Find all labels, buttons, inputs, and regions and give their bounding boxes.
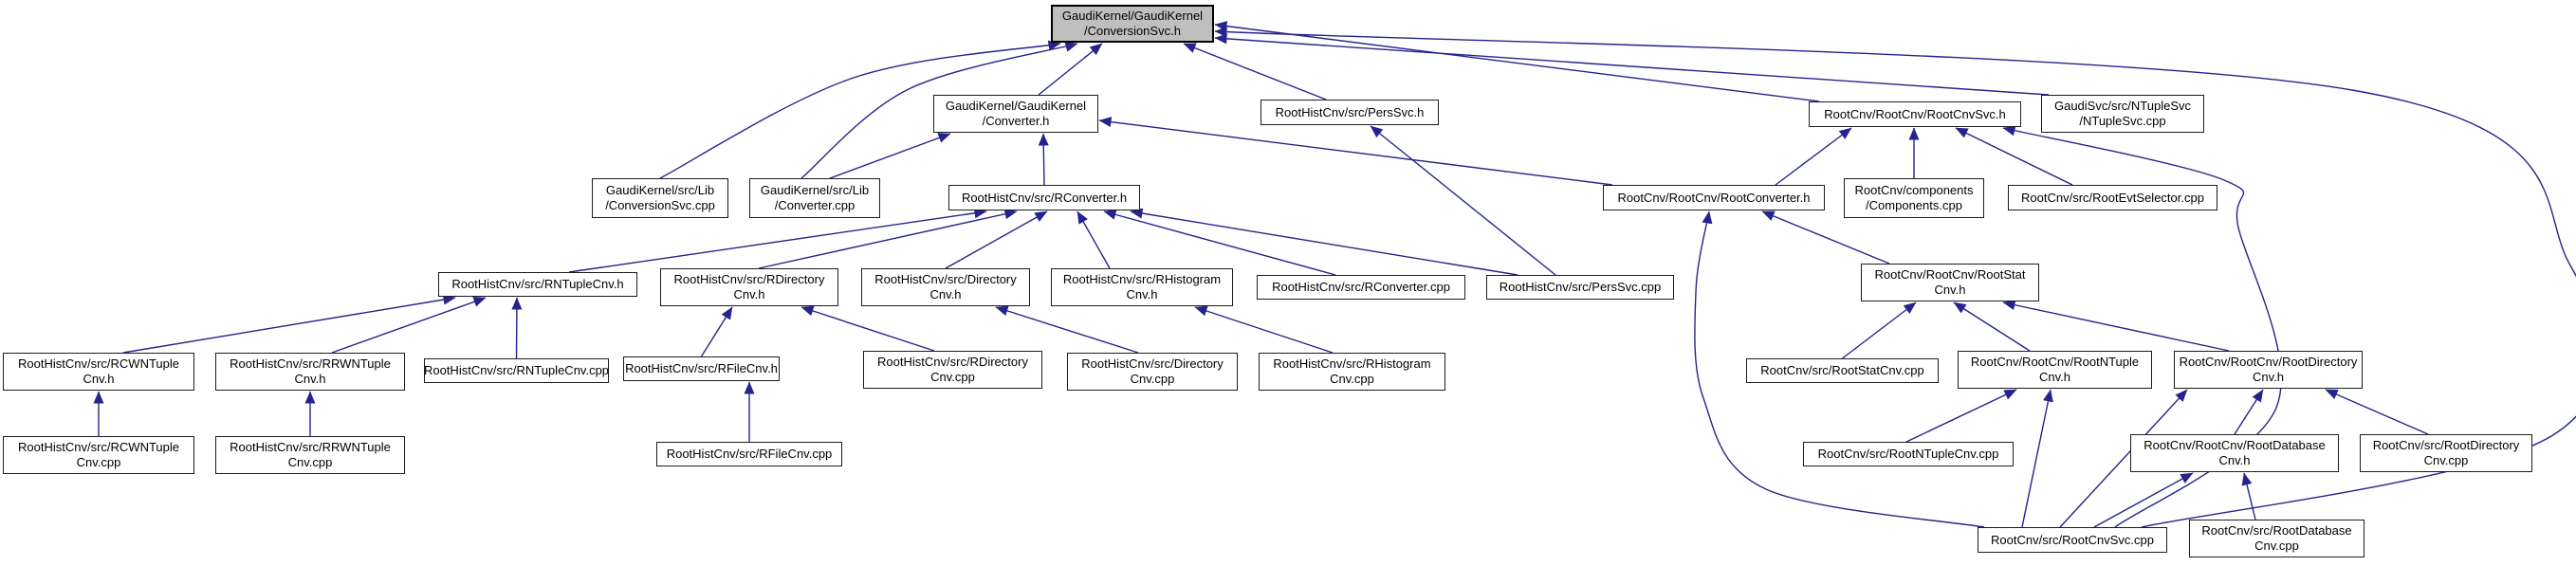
edge-rootevtselector_cpp-to-rootcnvsvc_h bbox=[1956, 128, 2072, 185]
node-rootdirectorycnv_h[interactable] bbox=[2174, 351, 2363, 389]
node-label: Cnv.h bbox=[294, 372, 326, 386]
node-components_cpp[interactable] bbox=[1844, 178, 1984, 218]
edge-rootconverter_h-to-rootcnvsvc_h bbox=[1776, 128, 1851, 185]
node-label: RootCnv/src/RootDirectory bbox=[2372, 438, 2520, 453]
edge-rootntuplecnv_cpp-to-rootntuplecnv_h bbox=[1906, 390, 2016, 442]
node-rootdirectorycnv_cpp[interactable] bbox=[2360, 434, 2532, 472]
node-label: Cnv.h bbox=[929, 287, 962, 301]
node-label: Cnv.h bbox=[1934, 283, 1966, 297]
node-label: /Components.cpp bbox=[1866, 198, 1962, 212]
node-rdirectorycnv_h[interactable] bbox=[660, 268, 838, 306]
node-label: RootCnv/src/RootEvtSelector.cpp bbox=[2021, 190, 2204, 205]
node-label: RootHistCnv/src/RCWNTuple bbox=[18, 440, 179, 455]
node-label: Cnv.h bbox=[83, 372, 115, 386]
node-label: /ConversionSvc.cpp bbox=[605, 198, 715, 212]
edge-rconverter_cpp-to-rconverter_h bbox=[1104, 211, 1335, 275]
node-label: GaudiKernel/GaudiKernel bbox=[945, 99, 1087, 114]
node-label: RootCnv/RootCnv/RootDatabase bbox=[2144, 438, 2326, 453]
edge-rootconverter_h-to-converter_h bbox=[1099, 120, 1612, 185]
edge-rootdatabasecnv_cpp-to-rootdatabasecnv_h bbox=[2244, 473, 2255, 520]
node-converter_h[interactable] bbox=[933, 95, 1098, 133]
node-label: Cnv.cpp bbox=[930, 370, 975, 384]
node-directorycnv_cpp[interactable] bbox=[1067, 353, 1238, 391]
node-label: RootHistCnv/src/RDirectory bbox=[877, 355, 1028, 370]
node-rfilecnv_h[interactable] bbox=[623, 356, 780, 381]
node-perssvc_cpp[interactable] bbox=[1486, 275, 1674, 300]
node-label: RootHistCnv/src/Directory bbox=[1081, 356, 1224, 372]
node-directorycnv_h[interactable] bbox=[861, 268, 1030, 306]
node-label: RootHistCnv/src/PersSvc.cpp bbox=[1499, 280, 1662, 295]
node-label: Cnv.cpp bbox=[2254, 539, 2299, 553]
edge-directorycnv_cpp-to-directorycnv_h bbox=[996, 307, 1138, 353]
node-label: RootCnv/RootCnv/RootCnvSvc.h bbox=[1824, 106, 2006, 121]
edge-rootcnvsvc_h-to-conversionsvc_h bbox=[1215, 25, 1819, 101]
node-label: Cnv.cpp bbox=[287, 455, 333, 469]
node-rootconverter_h[interactable] bbox=[1603, 185, 1825, 210]
edge-perssvc_cpp-to-rconverter_h bbox=[1131, 211, 1518, 275]
node-label: RootHistCnv/src/RFileCnv.h bbox=[625, 361, 778, 376]
node-rootdatabasecnv_h[interactable] bbox=[2130, 434, 2339, 472]
edge-rootdirectorycnv_cpp-to-rootdirectorycnv_h bbox=[2326, 390, 2428, 434]
node-label: RootCnv/src/RootCnvSvc.cpp bbox=[1991, 532, 2154, 547]
edge-rcwntuplecnv_h-to-rntuplecnv_h bbox=[123, 298, 455, 353]
node-label: GaudiSvc/src/NTupleSvc bbox=[2053, 99, 2191, 114]
node-rfilecnv_cpp[interactable] bbox=[656, 442, 842, 466]
node-label: /Converter.cpp bbox=[774, 198, 856, 212]
node-label: Cnv.cpp bbox=[76, 455, 121, 469]
node-label: RootHistCnv/src/RHistogram bbox=[1062, 272, 1222, 287]
node-rrwntuplecnv_cpp[interactable] bbox=[215, 436, 405, 474]
node-label: RootHistCnv/src/Directory bbox=[874, 272, 1017, 287]
node-rntuplecnv_cpp[interactable] bbox=[424, 358, 609, 383]
node-rootcnvsvc_h[interactable] bbox=[1809, 101, 2021, 127]
edge-rhistogramcnv_cpp-to-rhistogramcnv_h bbox=[1195, 307, 1333, 353]
edge-rootntuplecnv_h-to-rootstatcnv_h bbox=[1954, 302, 2030, 351]
node-ntuplesvc_cpp[interactable] bbox=[2041, 95, 2204, 133]
edge-rconverter_h-to-converter_h bbox=[1043, 134, 1044, 185]
node-label: RootHistCnv/src/RFileCnv.cpp bbox=[666, 447, 833, 462]
node-label: /Converter.h bbox=[982, 114, 1050, 128]
node-conversionsvc_h[interactable] bbox=[1051, 5, 1214, 43]
node-label: RootHistCnv/src/RRWNTuple bbox=[230, 440, 391, 455]
node-label: Cnv.cpp bbox=[1130, 372, 1175, 386]
edge-ntuplesvc_cpp-to-conversionsvc_h bbox=[1215, 38, 2049, 95]
edge-rfilecnv_h-to-rdirectorycnv_h bbox=[702, 307, 733, 356]
node-label: RootHistCnv/src/RNTupleCnv.h bbox=[451, 277, 624, 292]
edge-rootdirectorycnv_h-to-rootstatcnv_h bbox=[2003, 302, 2229, 351]
node-converter_cpp[interactable] bbox=[749, 178, 880, 218]
edge-rootstatcnv_h-to-rootconverter_h bbox=[1762, 211, 1889, 264]
edge-rootdatabasecnv_h-to-rootdirectorycnv_h bbox=[2235, 390, 2263, 434]
node-rhistogramcnv_cpp[interactable] bbox=[1259, 353, 1445, 391]
node-label: RootHistCnv/src/RNTupleCnv.cpp bbox=[423, 363, 610, 378]
node-rhistogramcnv_h[interactable] bbox=[1051, 268, 1233, 306]
node-rdirectorycnv_cpp[interactable] bbox=[863, 351, 1042, 389]
node-label: RootHistCnv/src/RRWNTuple bbox=[230, 356, 391, 372]
node-label: RootCnv/RootCnv/RootStat bbox=[1874, 267, 2026, 283]
edge-perssvc_h-to-conversionsvc_h bbox=[1184, 44, 1326, 100]
edge-rdirectorycnv_cpp-to-rdirectorycnv_h bbox=[801, 307, 934, 351]
edge-converter_cpp-to-converter_h bbox=[830, 134, 950, 178]
node-label: Cnv.cpp bbox=[2423, 453, 2469, 467]
node-label: RootHistCnv/src/RDirectory bbox=[673, 272, 825, 287]
node-label: RootCnv/components bbox=[1854, 183, 1974, 198]
node-label: GaudiKernel/src/Lib bbox=[605, 183, 715, 198]
node-label: RootHistCnv/src/RHistogram bbox=[1273, 356, 1431, 372]
node-label: Cnv.h bbox=[2039, 370, 2070, 384]
node-rcwntuplecnv_h[interactable] bbox=[3, 353, 194, 391]
node-conversionsvc_cpp[interactable] bbox=[592, 178, 728, 218]
edge-rootcnvsvc_cpp-to-rootntuplecnv_h bbox=[2022, 390, 2051, 527]
edge-rootstatcnv_cpp-to-rootstatcnv_h bbox=[1843, 302, 1917, 358]
node-label: GaudiKernel/src/Lib bbox=[760, 183, 870, 198]
edge-rntuplecnv_cpp-to-rntuplecnv_h bbox=[517, 298, 518, 358]
node-rootdatabasecnv_cpp[interactable] bbox=[2189, 520, 2364, 557]
edge-rhistogramcnv_h-to-rconverter_h bbox=[1077, 211, 1110, 268]
edge-perssvc_cpp-to-perssvc_h bbox=[1371, 126, 1555, 275]
edge-converter_h-to-conversionsvc_h bbox=[1039, 44, 1102, 95]
edge-rntuplecnv_h-to-rconverter_h bbox=[569, 211, 986, 272]
node-label: RootHistCnv/src/RCWNTuple bbox=[18, 356, 179, 372]
node-rconverter_h[interactable] bbox=[948, 185, 1140, 210]
node-rootevtselector_cpp[interactable] bbox=[2008, 185, 2217, 210]
node-label: Cnv.cpp bbox=[1330, 372, 1374, 386]
node-label: RootHistCnv/src/RConverter.cpp bbox=[1272, 280, 1450, 295]
node-label: RootHistCnv/src/PersSvc.h bbox=[1275, 104, 1425, 119]
edge-rdirectorycnv_h-to-rconverter_h bbox=[759, 211, 1017, 268]
node-rootstatcnv_h[interactable] bbox=[1861, 264, 2039, 301]
node-label: Cnv.h bbox=[1126, 287, 1158, 301]
node-perssvc_h[interactable] bbox=[1260, 100, 1439, 125]
node-label: Cnv.h bbox=[2218, 453, 2251, 467]
node-rrwntuplecnv_h[interactable] bbox=[215, 353, 405, 391]
edge-rootcnvsvc_cpp-to-rootdatabasecnv_h bbox=[2094, 473, 2193, 527]
node-rntuplecnv_h[interactable] bbox=[438, 272, 637, 297]
node-label: RootCnv/RootCnv/RootNTuple bbox=[1970, 355, 2140, 370]
node-label: RootCnv/src/RootDatabase bbox=[2201, 523, 2352, 539]
node-label: /ConversionSvc.h bbox=[1084, 24, 1181, 38]
node-rcwntuplecnv_cpp[interactable] bbox=[3, 436, 194, 474]
node-rootntuplecnv_cpp[interactable] bbox=[1803, 442, 2014, 466]
node-rootcnvsvc_cpp[interactable] bbox=[1978, 527, 2167, 553]
node-label: RootCnv/RootCnv/RootConverter.h bbox=[1617, 190, 1811, 205]
node-label: Cnv.h bbox=[733, 287, 765, 301]
edge-directorycnv_h-to-rconverter_h bbox=[946, 211, 1047, 268]
node-label: GaudiKernel/GaudiKernel bbox=[1061, 9, 1204, 24]
node-label: RootCnv/src/RootStatCnv.cpp bbox=[1760, 363, 1924, 378]
node-label: /NTupleSvc.cpp bbox=[2079, 114, 2166, 128]
node-rconverter_cpp[interactable] bbox=[1257, 275, 1465, 300]
node-rootstatcnv_cpp[interactable] bbox=[1746, 358, 1939, 383]
node-label: RootCnv/RootCnv/RootDirectory bbox=[2179, 355, 2358, 370]
node-rootntuplecnv_h[interactable] bbox=[1958, 351, 2152, 389]
node-label: Cnv.h bbox=[2253, 370, 2284, 384]
node-label: RootCnv/src/RootNTupleCnv.cpp bbox=[1817, 447, 1999, 462]
node-label: RootHistCnv/src/RConverter.h bbox=[961, 190, 1128, 205]
